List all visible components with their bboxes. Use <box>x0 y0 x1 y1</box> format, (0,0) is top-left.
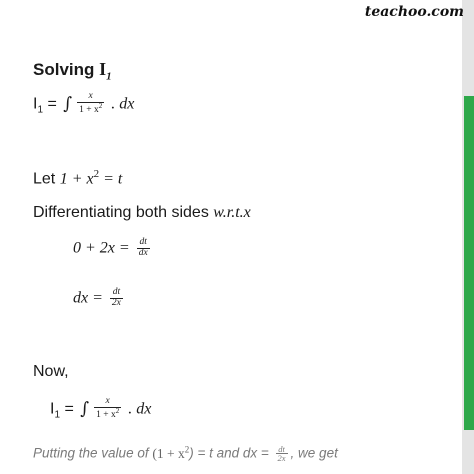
hint-tail: , we get <box>290 445 338 461</box>
eq4-differential: dx <box>136 400 152 418</box>
eq2-numerator: dt <box>139 237 147 247</box>
hint-pre: Putting the value of <box>33 445 153 461</box>
eq4-lhs-sub: 1 <box>54 409 61 421</box>
eq1-lhs-sub: 1 <box>37 104 44 116</box>
let-lhs: 1 + x <box>59 170 94 188</box>
hint-expr: ($1 + x^2$ <box>152 444 190 461</box>
teachoo-watermark: teachoo.com <box>364 4 464 20</box>
eq2-fraction <box>137 238 150 259</box>
eq1-equals: = <box>43 95 62 113</box>
eq2-lhs: 0 + 2x = <box>73 239 134 257</box>
differentiate-line <box>33 204 251 222</box>
eq4-dot: . <box>124 400 137 418</box>
diff-text: Differentiating both sides <box>33 204 214 221</box>
eq1-lhs: I <box>33 95 38 113</box>
eq4-numerator: x <box>105 396 110 406</box>
derivative-equation <box>73 238 153 259</box>
eq4-equals: = <box>60 400 79 418</box>
heading-text: Solving <box>33 60 100 79</box>
hint-denominator: 2x <box>277 453 286 464</box>
let-rhs: = t <box>99 170 123 188</box>
eq4-fraction <box>94 397 121 421</box>
hint-and: and dx = <box>212 445 273 461</box>
eq1-dot: . <box>107 95 120 113</box>
eq1-numerator: x <box>88 91 93 101</box>
eq1-fraction <box>77 92 104 116</box>
eq3-denominator: 2x <box>111 297 121 308</box>
let-exp: 2 <box>93 168 100 180</box>
eq3-lhs: dx = <box>73 289 107 307</box>
heading-symbol: I <box>99 59 107 79</box>
eq3-fraction <box>110 288 123 309</box>
integral-definition <box>33 92 134 116</box>
eq2-denominator: dx <box>138 247 148 258</box>
let-label: Let <box>33 170 60 188</box>
hint-numerator: dt <box>278 443 285 454</box>
heading-subscript: 1 <box>106 70 112 83</box>
diff-wrt: w.r.t.x <box>213 204 251 221</box>
eq4-integral-sign: ∫ <box>80 399 90 420</box>
eq1-differential: dx <box>119 95 135 113</box>
integral-restated <box>50 397 151 421</box>
hint-post: ) = t <box>189 445 213 461</box>
substitution-hint <box>33 444 338 463</box>
eq4-denominator: $1 + x^2$ <box>96 406 120 421</box>
eq1-integral-sign: ∫ <box>63 94 73 115</box>
now-label: Now, <box>33 363 69 380</box>
eq1-denominator: $1 + x^2$ <box>79 101 103 116</box>
hint-fraction <box>276 445 288 464</box>
dx-equation <box>73 288 126 309</box>
substitution-line <box>33 168 122 188</box>
eq4-lhs: I <box>50 400 55 418</box>
section-heading <box>33 59 112 82</box>
scrollbar-thumb[interactable] <box>464 96 474 430</box>
eq3-numerator: dt <box>112 287 121 297</box>
